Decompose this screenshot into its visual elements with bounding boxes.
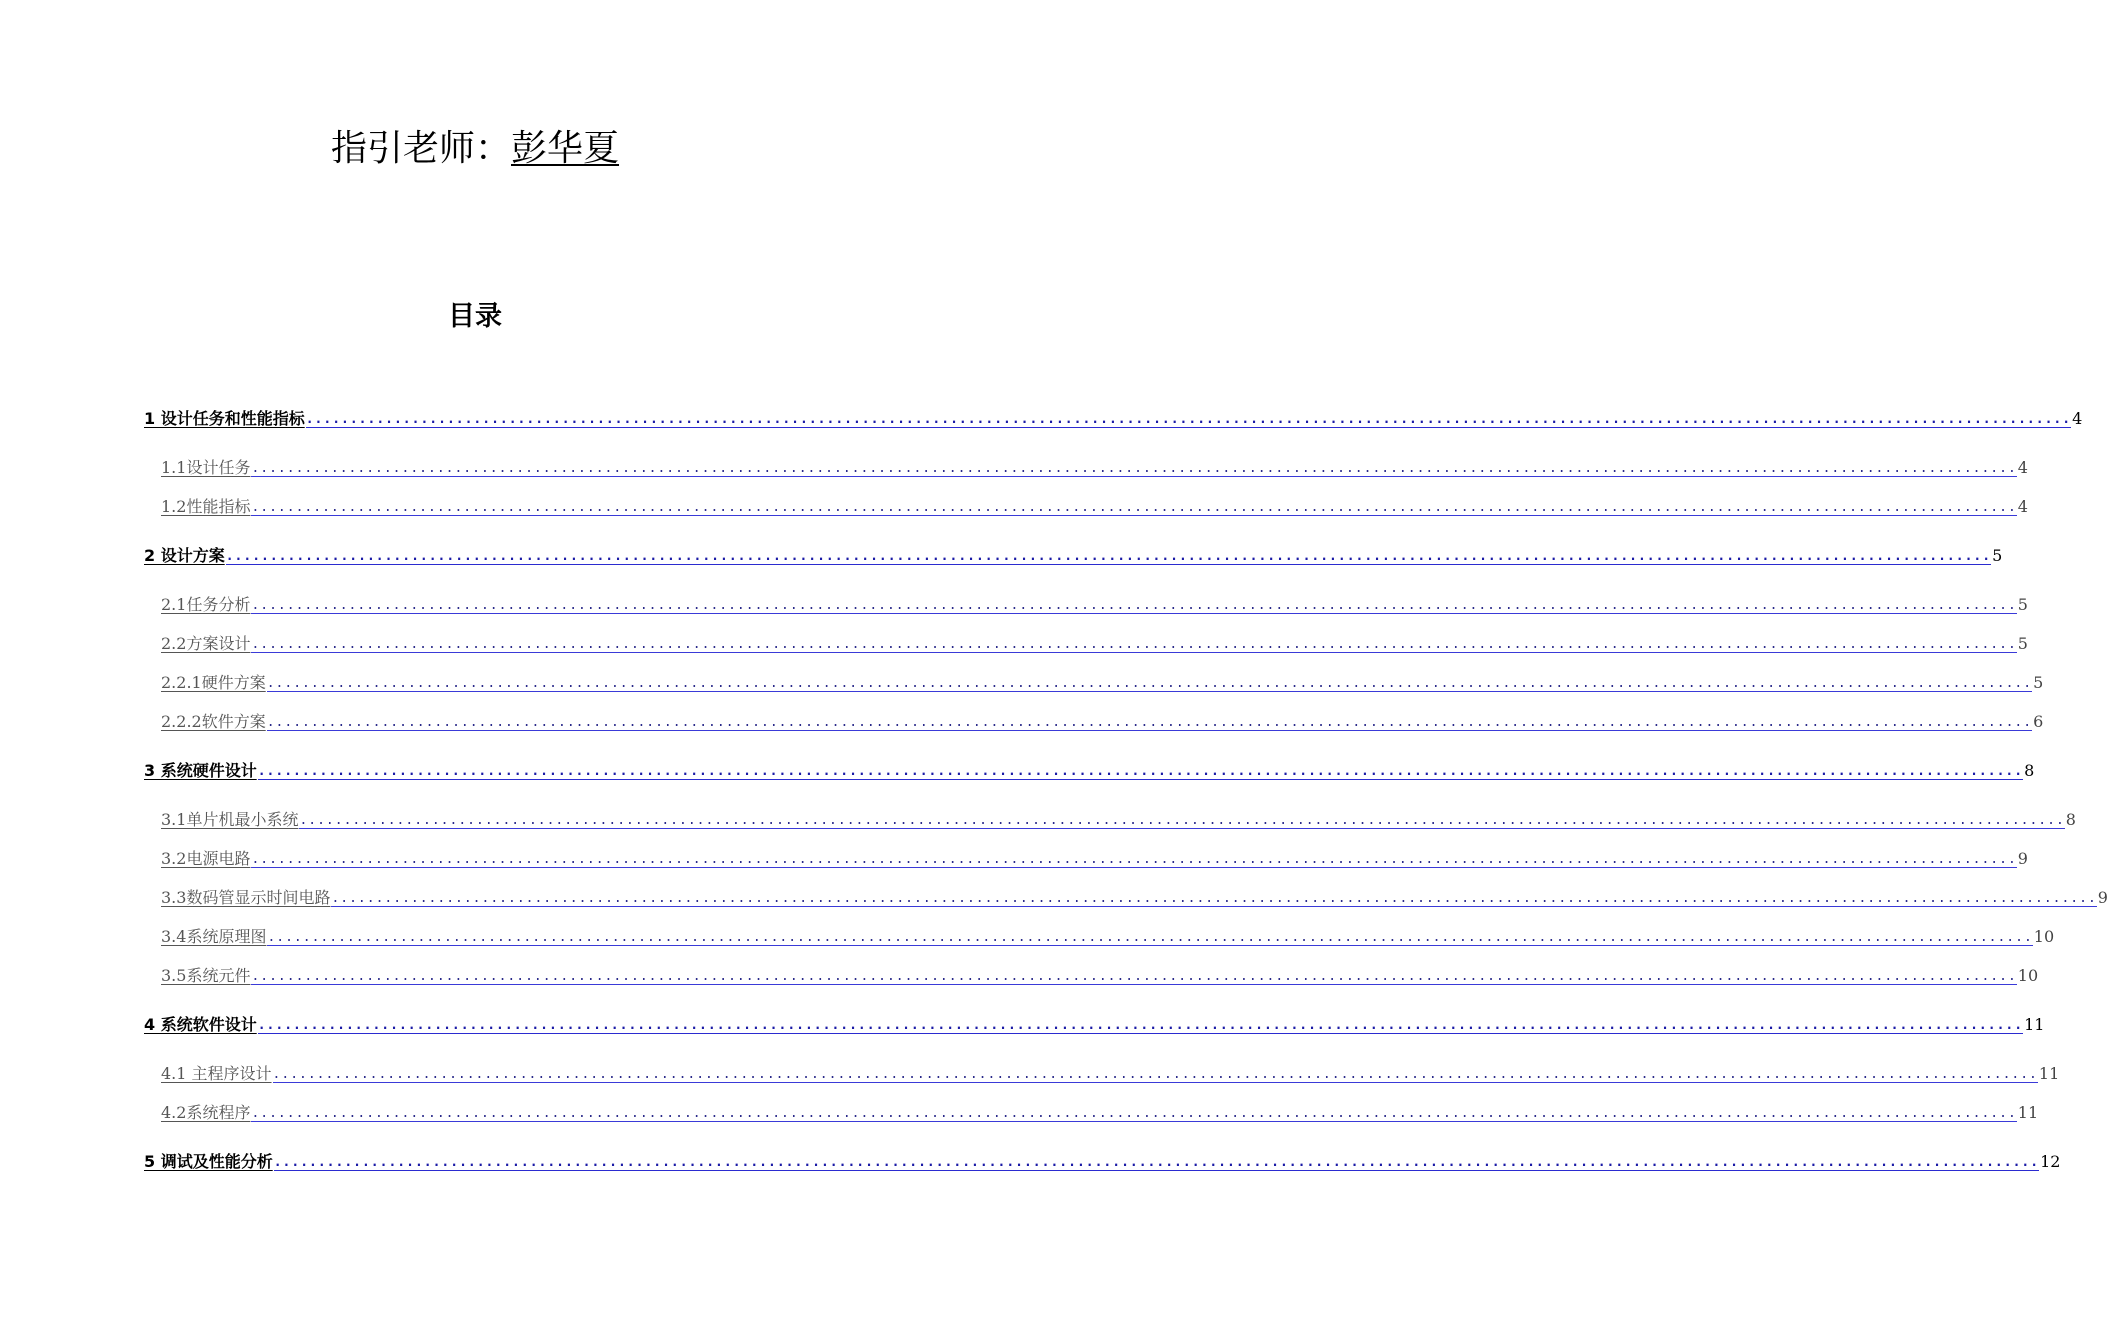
toc-entry-label: 2.2方案设计 <box>161 634 251 653</box>
toc-chapter-entry[interactable] <box>144 1147 2061 1173</box>
toc-page-number: 6 <box>2033 712 2044 731</box>
toc-section-entry[interactable] <box>144 590 2028 616</box>
toc-leader-dots: ........................................................................................................................................................................................................ <box>331 891 2097 906</box>
toc-leader-dots: ........................................................................................................................................................................................................ <box>257 1018 2024 1033</box>
toc-section-entry[interactable] <box>144 922 2055 948</box>
toc-entry-label: 3.3数码管显示时间电路 <box>161 888 331 907</box>
toc-entry-label: 3.2电源电路 <box>161 849 251 868</box>
toc-page-number: 10 <box>2033 927 2055 946</box>
toc-page-number: 9 <box>2097 888 2108 907</box>
toc-leader-dots: ........................................................................................................................................................................................................ <box>251 852 2017 867</box>
toc-page-number: 5 <box>2017 634 2028 653</box>
toc-entry-label: 2.1任务分析 <box>161 595 251 614</box>
toc-section-entry[interactable] <box>144 805 2076 831</box>
toc-chapter-entry[interactable] <box>144 404 2083 430</box>
toc-entry-label: 1 设计任务和性能指标 <box>144 409 305 428</box>
toc-entry-label: 2 设计方案 <box>144 546 225 565</box>
toc-page-number: 4 <box>2072 409 2083 428</box>
toc-page-number: 5 <box>2017 595 2028 614</box>
toc-section-entry[interactable] <box>144 883 2108 909</box>
toc-leader-dots: ........................................................................................................................................................................................................ <box>251 500 2017 515</box>
toc-section-entry[interactable] <box>144 492 2028 518</box>
advisor-line <box>0 126 950 172</box>
toc-page-number: 9 <box>2017 849 2028 868</box>
toc-page-number: 5 <box>2033 673 2044 692</box>
toc-entry-label: 3.1单片机最小系统 <box>161 810 299 829</box>
toc-page-number: 11 <box>2038 1064 2060 1083</box>
toc-page-number: 12 <box>2040 1152 2061 1171</box>
toc-section-entry[interactable] <box>144 1059 2060 1085</box>
toc-section-entry[interactable] <box>144 453 2028 479</box>
toc-chapter-entry[interactable] <box>144 1010 2045 1036</box>
toc-entry-label: 1.2性能指标 <box>161 497 251 516</box>
toc-page-number: 4 <box>2017 458 2028 477</box>
toc-entry-label: 4 系统软件设计 <box>144 1015 257 1034</box>
toc-section-entry[interactable] <box>144 961 2039 987</box>
toc-leader-dots: ........................................................................................................................................................................................................ <box>251 637 2017 652</box>
toc-chapter-entry[interactable] <box>144 541 2003 567</box>
toc-section-entry[interactable] <box>144 629 2028 655</box>
toc-section-entry[interactable] <box>144 1098 2039 1124</box>
toc-leader-dots: ........................................................................................................................................................................................................ <box>225 549 1992 564</box>
toc-page-number: 4 <box>2017 497 2028 516</box>
toc-entry-label: 2.2.1硬件方案 <box>161 673 266 692</box>
toc-page-number: 5 <box>1992 546 2003 565</box>
toc-title: 目录 <box>448 301 502 332</box>
toc-page-number: 8 <box>2024 761 2035 780</box>
toc-entry-label: 4.1 主程序设计 <box>161 1064 272 1083</box>
toc-page-number: 11 <box>2024 1015 2045 1034</box>
toc-leader-dots: ........................................................................................................................................................................................................ <box>267 930 2033 945</box>
toc-leader-dots: ........................................................................................................................................................................................................ <box>251 1106 2017 1121</box>
toc-leader-dots: ........................................................................................................................................................................................................ <box>257 764 2024 779</box>
toc-leader-dots: ........................................................................................................................................................................................................ <box>272 1067 2038 1082</box>
toc-section-entry[interactable] <box>144 668 2044 694</box>
toc-chapter-entry[interactable] <box>144 756 2035 782</box>
toc-entry-label: 3.4系统原理图 <box>161 927 267 946</box>
toc-page-number: 11 <box>2017 1103 2039 1122</box>
toc-leader-dots: ........................................................................................................................................................................................................ <box>266 715 2033 730</box>
advisor-name: 彭华夏 <box>511 128 620 169</box>
toc-entry-label: 1.1设计任务 <box>161 458 251 477</box>
toc-leader-dots: ........................................................................................................................................................................................................ <box>251 598 2017 613</box>
toc-entry-label: 3.5系统元件 <box>161 966 251 985</box>
toc-page-number: 8 <box>2065 810 2076 829</box>
advisor-label: 指引老师： <box>330 128 511 169</box>
toc-entry-label: 5 调试及性能分析 <box>144 1152 273 1171</box>
toc-leader-dots: ........................................................................................................................................................................................................ <box>251 969 2017 984</box>
toc-section-entry[interactable] <box>144 707 2044 733</box>
toc-entry-label: 3 系统硬件设计 <box>144 761 257 780</box>
toc-leader-dots: ........................................................................................................................................................................................................ <box>251 461 2017 476</box>
toc-leader-dots: ........................................................................................................................................................................................................ <box>299 813 2065 828</box>
toc-section-entry[interactable] <box>144 844 2028 870</box>
toc-leader-dots: ........................................................................................................................................................................................................ <box>305 412 2072 427</box>
toc-page-number: 10 <box>2017 966 2039 985</box>
toc-entry-label: 2.2.2软件方案 <box>161 712 266 731</box>
toc-leader-dots: ........................................................................................................................................................................................................ <box>273 1155 2040 1170</box>
toc-entry-label: 4.2系统程序 <box>161 1103 251 1122</box>
toc-leader-dots: ........................................................................................................................................................................................................ <box>266 676 2033 691</box>
